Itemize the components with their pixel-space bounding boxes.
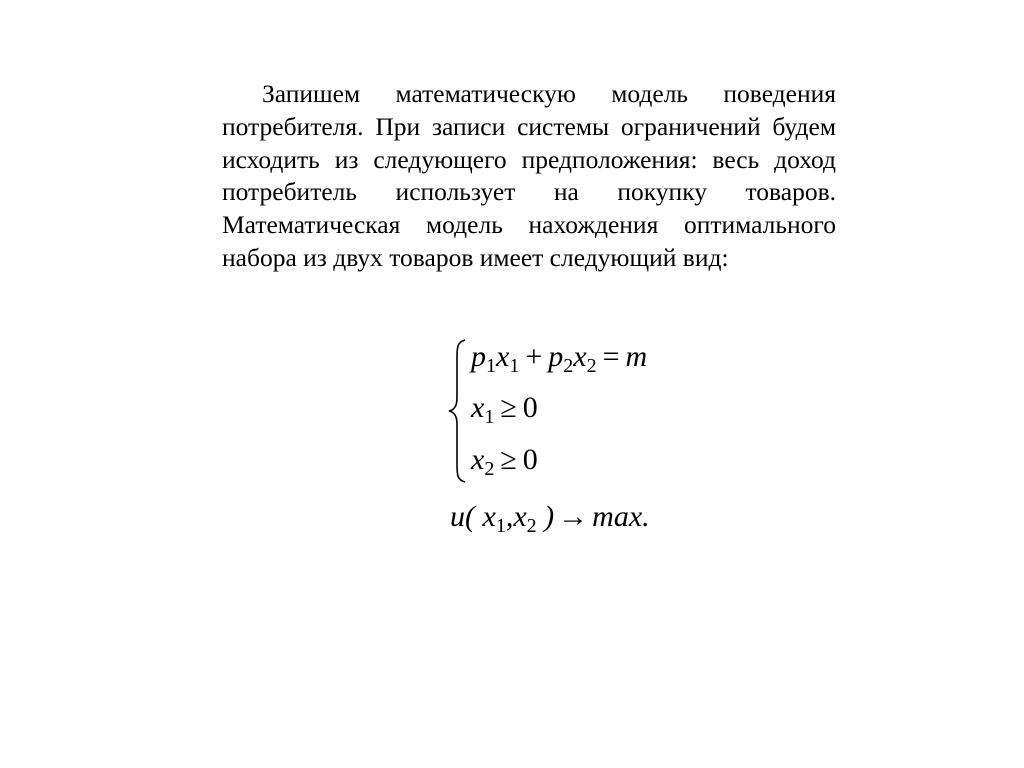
quantity-2: x xyxy=(513,500,527,533)
price-1-index: 1 xyxy=(486,355,496,377)
utility: u xyxy=(450,500,465,533)
price-2: p xyxy=(548,340,564,373)
budget-constraint xyxy=(471,340,648,377)
comma: , xyxy=(505,500,514,533)
price-1: p xyxy=(471,340,486,373)
system-brace xyxy=(447,338,469,484)
zero: 0 xyxy=(522,391,538,424)
geq-sign: ≥ xyxy=(500,443,517,476)
quantity-1: x xyxy=(496,340,510,373)
arrow-icon: → xyxy=(558,500,589,533)
quantity-1-index: 1 xyxy=(495,515,506,537)
quantity-2: x xyxy=(471,443,485,476)
quantity-1: x xyxy=(482,500,496,533)
zero: 0 xyxy=(522,443,538,476)
quantity-1: x xyxy=(471,391,485,424)
plus-sign: + xyxy=(525,340,543,373)
quantity-2-index: 2 xyxy=(586,355,597,377)
quantity-1-index: 1 xyxy=(509,355,520,377)
price-2-index: 2 xyxy=(563,355,574,377)
quantity-1-index: 1 xyxy=(484,406,495,428)
close-paren: ) xyxy=(544,500,555,533)
geq-sign: ≥ xyxy=(500,391,517,424)
max-label: max xyxy=(592,500,643,533)
period: . xyxy=(642,500,650,533)
open-paren: ( xyxy=(465,500,475,533)
objective-function xyxy=(450,500,650,537)
quantity-2-index: 2 xyxy=(526,515,537,537)
income: m xyxy=(625,340,648,373)
equals-sign: = xyxy=(602,340,620,373)
nonnegativity-constraint-2 xyxy=(471,443,538,480)
quantity-2: x xyxy=(573,340,587,373)
body-paragraph: Запишем математическую модель поведения потребителя. При записи системы ограничений будем исходить из следующего предположения: весь доход потребитель использует на покупку товаров. Математическая модель нахождения оптимального набора из двух товаров имеет следующий вид: xyxy=(222,79,836,272)
nonnegativity-constraint-1 xyxy=(471,391,538,428)
quantity-2-index: 2 xyxy=(484,458,495,480)
